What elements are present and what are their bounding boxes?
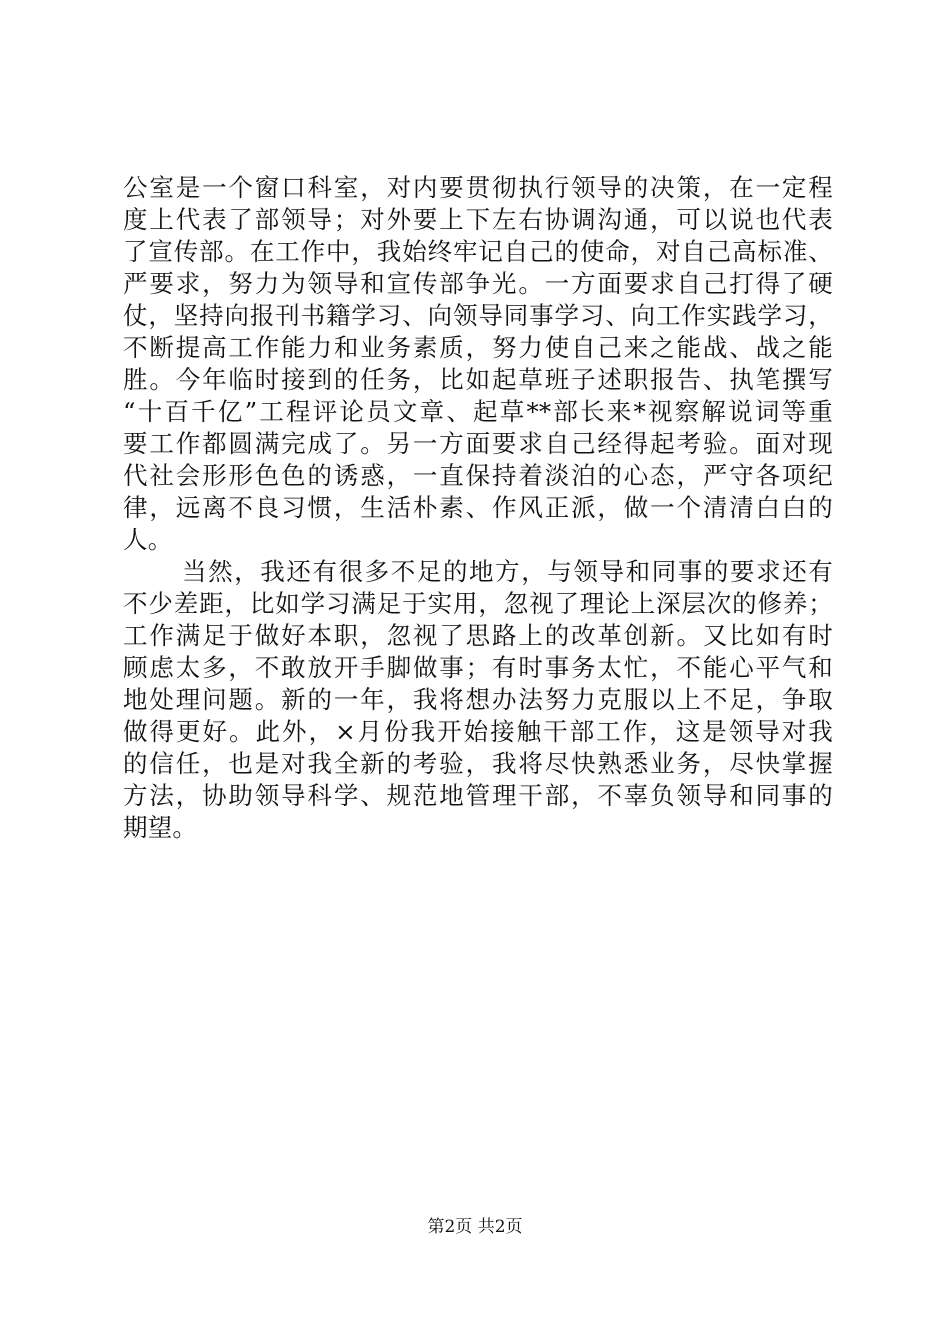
paragraph-2-line-8: 方法，协助领导科学、规范地管理干部，不辜负领导和同事的 [123, 781, 833, 810]
paragraph-1-line-12: 人。 [123, 525, 173, 554]
paragraph-1-line-6: 不断提高工作能力和业务素质，努力使自己来之能战、战之能 [123, 333, 833, 362]
paragraph-1-line-2: 度上代表了部领导；对外要上下左右协调沟通，可以说也代表 [123, 205, 833, 234]
paragraph-1-line-1: 公室是一个窗口科室，对内要贯彻执行领导的决策，在一定程 [123, 173, 833, 202]
paragraph-1-line-4: 严要求，努力为领导和宣传部争光。一方面要求自己打得了硬 [123, 269, 833, 298]
page-footer [0, 1215, 950, 1239]
paragraph-1-line-3: 了宣传部。在工作中，我始终牢记自己的使命，对自己高标准、 [123, 237, 833, 266]
paragraph-1-line-5: 仗，坚持向报刊书籍学习、向领导同事学习、向工作实践学习， [123, 301, 833, 330]
paragraph-2-line-3: 工作满足于做好本职，忽视了思路上的改革创新。又比如有时 [123, 621, 833, 650]
paragraph-2-line-6: 做得更好。此外，×月份我开始接触干部工作，这是领导对我 [123, 717, 833, 746]
paragraph-2-line-1: 当然，我还有很多不足的地方，与领导和同事的要求还有 [182, 557, 833, 586]
body-text [123, 172, 833, 844]
paragraph-2-line-7: 的信任，也是对我全新的考验，我将尽快熟悉业务，尽快掌握 [123, 749, 833, 778]
paragraph-1-line-7: 胜。今年临时接到的任务，比如起草班子述职报告、执笔撰写 [123, 365, 833, 394]
paragraph-2-line-9: 期望。 [123, 813, 198, 842]
page-number-label: 第2页 共2页 [427, 1217, 523, 1237]
paragraph-1-line-9: 要工作都圆满完成了。另一方面要求自己经得起考验。面对现 [123, 429, 833, 458]
paragraph-1-line-8: “十百千亿”工程评论员文章、起草**部长来*视察解说词等重 [123, 397, 833, 426]
paragraph-2-line-2: 不少差距，比如学习满足于实用，忽视了理论上深层次的修养； [123, 589, 833, 618]
paragraph-1-line-10: 代社会形形色色的诱惑，一直保持着淡泊的心态，严守各项纪 [123, 461, 833, 490]
paragraph-1-line-11: 律，远离不良习惯，生活朴素、作风正派，做一个清清白白的 [123, 493, 833, 522]
paragraph-2-line-4: 顾虑太多，不敢放开手脚做事；有时事务太忙，不能心平气和 [123, 653, 833, 682]
paragraph-2-line-5: 地处理问题。新的一年，我将想办法努力克服以上不足，争取 [123, 685, 833, 714]
